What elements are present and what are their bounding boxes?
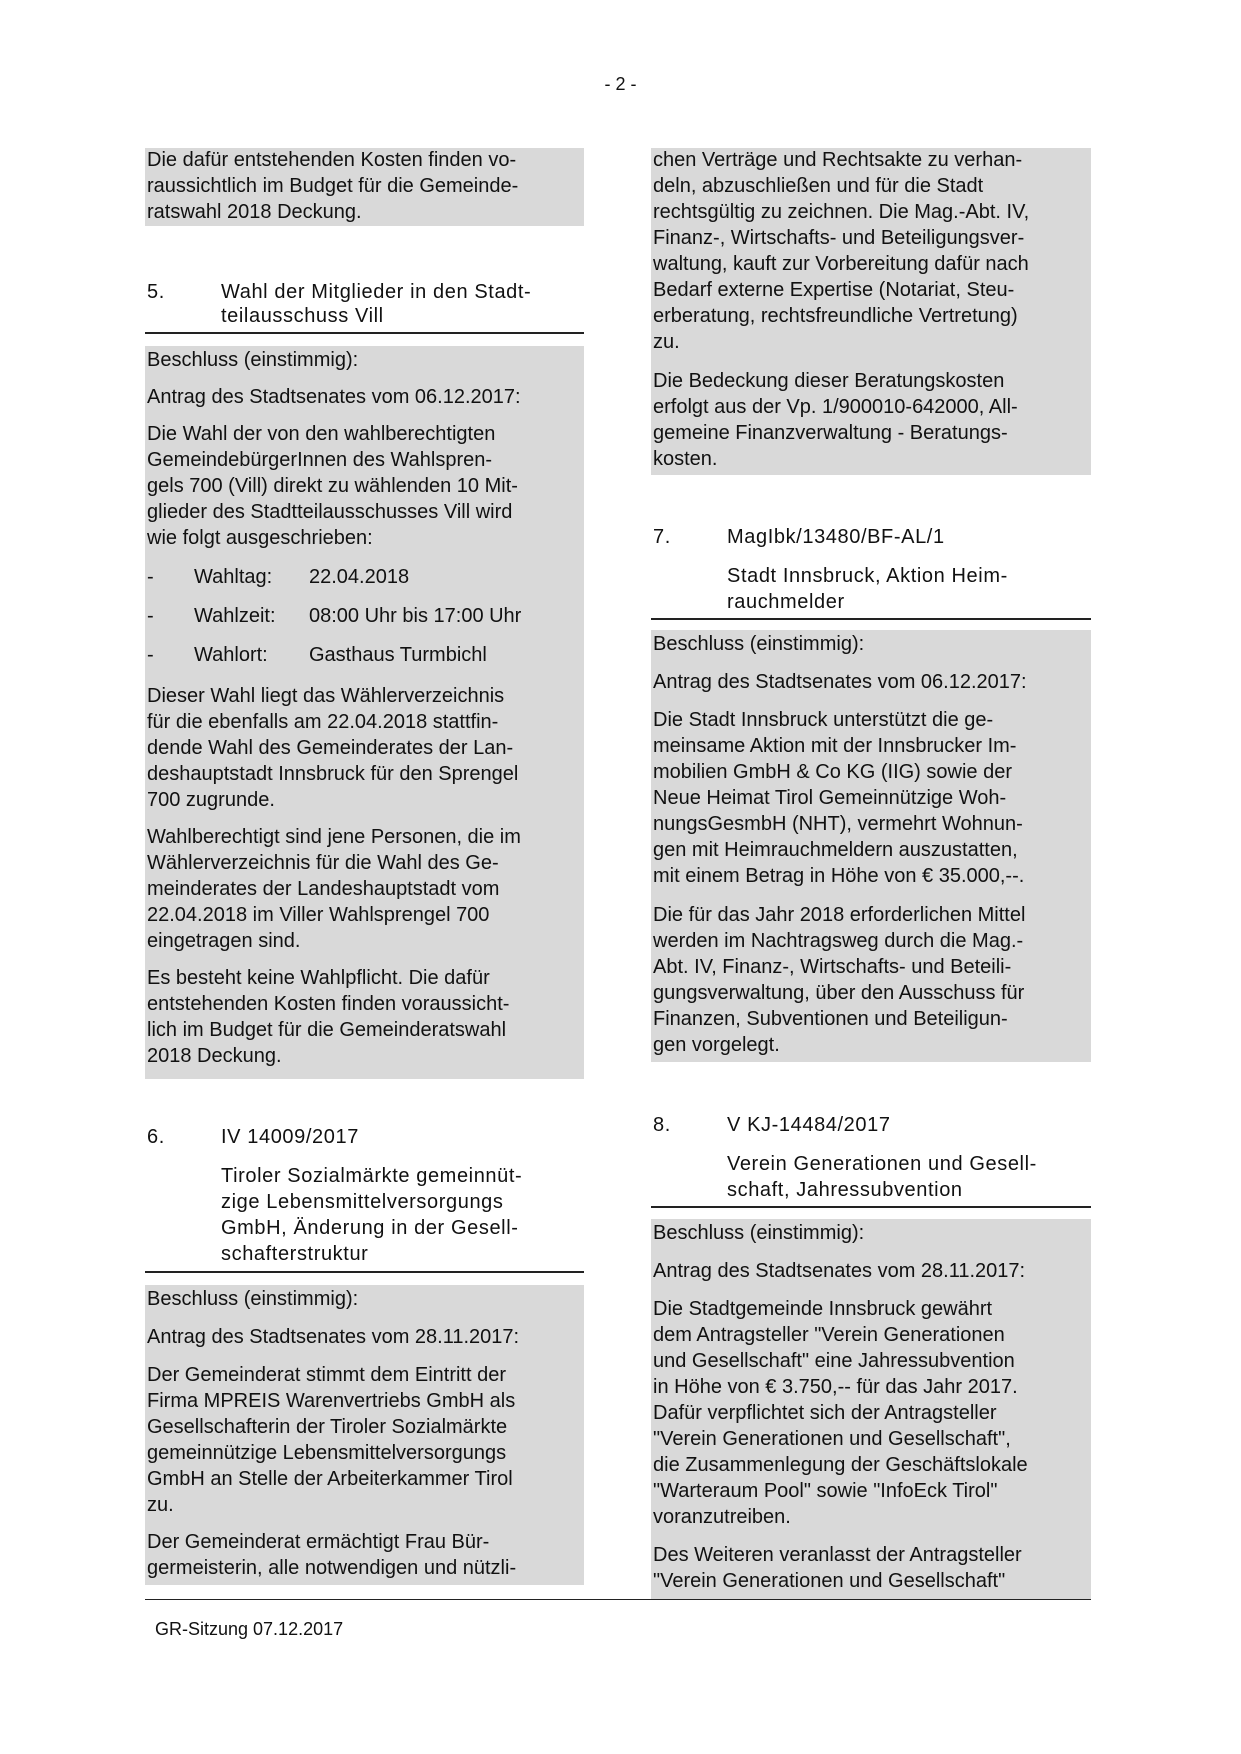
right-cont-para2-line: Die Bedeckung dieser Beratungskosten xyxy=(653,370,1005,392)
right-cont-para1-line: chen Verträge und Rechtsakte zu verhan- xyxy=(653,149,1023,171)
item7-para1-line: meinsame Aktion mit der Innsbrucker Im- xyxy=(653,735,1017,757)
item8-para1-line: und Gesellschaft" eine Jahressubvention xyxy=(653,1350,1015,1372)
item7-para2-line: Finanzen, Subventionen und Beteiligun- xyxy=(653,1008,1008,1030)
page-number: - 2 - xyxy=(604,74,637,94)
item6-title-line: IV 14009/2017 xyxy=(221,1126,359,1148)
item7-number: 7. xyxy=(653,526,671,548)
item8-title-line: Verein Generationen und Gesell- xyxy=(727,1153,1037,1175)
right-cont-para1-line: deln, abzuschließen und für die Stadt xyxy=(653,175,984,197)
item5-para2-line: 700 zugrunde. xyxy=(147,789,275,811)
item5-para3-line: Wählerverzeichnis für die Wahl des Ge- xyxy=(147,852,499,874)
item5-antrag: Antrag des Stadtsenates vom 06.12.2017: xyxy=(147,386,521,408)
item6-title-line: GmbH, Änderung in der Gesell- xyxy=(221,1217,519,1239)
item8-para1-line: Dafür verpflichtet sich der Antragsteller xyxy=(653,1402,997,1424)
item8-beschluss: Beschluss (einstimmig): xyxy=(653,1222,865,1244)
right-cont-para2-line: gemeine Finanzverwaltung - Beratungs- xyxy=(653,422,1008,444)
item7-para1-line: nungsGesmbH (NHT), vermehrt Wohnun- xyxy=(653,813,1023,835)
item7-title-line: MagIbk/13480/BF-AL/1 xyxy=(727,526,945,548)
item5-para2-line: für die ebenfalls am 22.04.2018 stattfin- xyxy=(147,711,499,733)
item6-antrag: Antrag des Stadtsenates vom 28.11.2017: xyxy=(147,1326,520,1348)
item8-para1-line: die Zusammenlegung der Geschäftslokale xyxy=(653,1454,1028,1476)
item7-divider xyxy=(651,618,1091,620)
item6-divider xyxy=(145,1271,584,1273)
item5-para1-line: GemeindebürgerInnen des Wahlspren- xyxy=(147,449,493,471)
right-cont-para1-line: waltung, kauft zur Vorbereitung dafür nach xyxy=(653,253,1029,275)
item7-title-line: rauchmelder xyxy=(727,591,845,613)
item6-para1-line: gemeinnützige Lebensmittelversorgungs xyxy=(147,1442,507,1464)
item7-para2-line: Abt. IV, Finanz-, Wirtschafts- und Beteili- xyxy=(653,956,1012,978)
item8-para1-line: Die Stadtgemeinde Innsbruck gewährt xyxy=(653,1298,993,1320)
item7-para2-line: werden im Nachtragsweg durch die Mag.- xyxy=(653,930,1024,952)
item5-para4-line: entstehenden Kosten finden voraussicht- xyxy=(147,993,510,1015)
item6-para2-line: germeisterin, alle notwendigen und nützli- xyxy=(147,1557,517,1579)
item7-para1-line: mobilien GmbH & Co KG (IIG) sowie der xyxy=(653,761,1012,783)
item8-number: 8. xyxy=(653,1114,671,1136)
right-cont-para2-line: erfolgt aus der Vp. 1/900010-642000, All- xyxy=(653,396,1018,418)
item5-para1-line: gels 700 (Vill) direkt zu wählenden 10 Mit- xyxy=(147,475,518,497)
item6-title-line: Tiroler Sozialmärkte gemeinnüt- xyxy=(221,1165,523,1187)
detail-value-wahltag: 22.04.2018 xyxy=(309,566,410,588)
right-cont-para1-line: erberatung, rechtsfreundliche Vertretung) xyxy=(653,305,1018,327)
item5-para1-line: wie folgt ausgeschrieben: xyxy=(147,527,373,549)
item5-para4-line: Es besteht keine Wahlpflicht. Die dafür xyxy=(147,967,490,989)
detail-label-wahltag: Wahltag: xyxy=(194,566,273,588)
item7-para2-line: Die für das Jahr 2018 erforderlichen Mittel xyxy=(653,904,1026,926)
item5-para3-line: eingetragen sind. xyxy=(147,930,301,952)
item7-para1-line: Die Stadt Innsbruck unterstützt die ge- xyxy=(653,709,994,731)
item8-para2-line: "Verein Generationen und Gesellschaft" xyxy=(653,1570,1006,1592)
item5-title-line: Wahl der Mitglieder in den Stadt- xyxy=(221,281,532,303)
detail-dash: - xyxy=(147,644,154,666)
item7-para1-line: gen mit Heimrauchmeldern auszustatten, xyxy=(653,839,1018,861)
item7-para1-line: Neue Heimat Tirol Gemeinnützige Woh- xyxy=(653,787,1007,809)
item8-divider xyxy=(651,1206,1091,1208)
item5-para1-line: Die Wahl der von den wahlberechtigten xyxy=(147,423,496,445)
left-intro-line: raussichtlich im Budget für die Gemeinde- xyxy=(147,175,519,197)
item5-para3-line: 22.04.2018 im Viller Wahlsprengel 700 xyxy=(147,904,490,926)
item8-para2-line: Des Weiteren veranlasst der Antragsteller xyxy=(653,1544,1022,1566)
footer-text: GR-Sitzung 07.12.2017 xyxy=(155,1619,344,1639)
item8-para1-line: dem Antragsteller "Verein Generationen xyxy=(653,1324,1005,1346)
item5-number: 5. xyxy=(147,281,165,303)
item5-beschluss: Beschluss (einstimmig): xyxy=(147,349,359,371)
item7-para1-line: mit einem Betrag in Höhe von € 35.000,--. xyxy=(653,865,1025,887)
item7-para2-line: gen vorgelegt. xyxy=(653,1034,780,1056)
item8-para1-line: voranzutreiben. xyxy=(653,1506,791,1528)
item6-para2-line: Der Gemeinderat ermächtigt Frau Bür- xyxy=(147,1531,490,1553)
detail-value-wahlort: Gasthaus Turmbichl xyxy=(309,644,487,666)
item7-para2-line: gungsverwaltung, über den Ausschuss für xyxy=(653,982,1025,1004)
item6-para1-line: Firma MPREIS Warenvertriebs GmbH als xyxy=(147,1390,516,1412)
right-cont-para1-line: zu. xyxy=(653,331,680,353)
item6-para1-line: Gesellschafterin der Tiroler Sozialmärkte xyxy=(147,1416,508,1438)
item6-para1-line: GmbH an Stelle der Arbeiterkammer Tirol xyxy=(147,1468,513,1490)
item8-para1-line: "Warteraum Pool" sowie "InfoEck Tirol" xyxy=(653,1480,998,1502)
right-cont-para1-line: Bedarf externe Expertise (Notariat, Steu- xyxy=(653,279,1015,301)
detail-value-wahlzeit: 08:00 Uhr bis 17:00 Uhr xyxy=(309,605,522,627)
item8-para1-line: in Höhe von € 3.750,-- für das Jahr 2017. xyxy=(653,1376,1018,1398)
item8-para1-line: "Verein Generationen und Gesellschaft", xyxy=(653,1428,1011,1450)
item5-para3-line: meinderates der Landeshauptstadt vom xyxy=(147,878,500,900)
item6-title-line: schafterstruktur xyxy=(221,1243,369,1265)
item5-para4-line: lich im Budget für die Gemeinderatswahl xyxy=(147,1019,507,1041)
item5-para4-line: 2018 Deckung. xyxy=(147,1045,282,1067)
item6-para1-line: Der Gemeinderat stimmt dem Eintritt der xyxy=(147,1364,506,1386)
item6-beschluss: Beschluss (einstimmig): xyxy=(147,1288,359,1310)
item8-title-line: schaft, Jahressubvention xyxy=(727,1179,963,1201)
detail-label-wahlzeit: Wahlzeit: xyxy=(194,605,276,627)
item5-para3-line: Wahlberechtigt sind jene Personen, die im xyxy=(147,826,521,848)
left-intro-line: Die dafür entstehenden Kosten finden vo- xyxy=(147,149,517,171)
detail-dash: - xyxy=(147,566,154,588)
right-cont-para2-line: kosten. xyxy=(653,448,718,470)
item5-title-line: teilausschuss Vill xyxy=(221,305,384,327)
right-cont-para1-line: rechtsgültig zu zeichnen. Die Mag.-Abt. IV, xyxy=(653,201,1030,223)
item8-title-line: V KJ-14484/2017 xyxy=(727,1114,891,1136)
item5-para2-line: deshauptstadt Innsbruck für den Sprengel xyxy=(147,763,519,785)
item5-divider xyxy=(145,332,584,334)
item7-antrag: Antrag des Stadtsenates vom 06.12.2017: xyxy=(653,671,1027,693)
footer-rule xyxy=(145,1599,1091,1600)
item6-number: 6. xyxy=(147,1126,165,1148)
detail-dash: - xyxy=(147,605,154,627)
item5-para2-line: Dieser Wahl liegt das Wählerverzeichnis xyxy=(147,685,505,707)
item5-para2-line: dende Wahl des Gemeinderates der Lan- xyxy=(147,737,514,759)
item7-title-line: Stadt Innsbruck, Aktion Heim- xyxy=(727,565,1008,587)
left-intro-line: ratswahl 2018 Deckung. xyxy=(147,201,362,223)
item8-antrag: Antrag des Stadtsenates vom 28.11.2017: xyxy=(653,1260,1026,1282)
item5-para1-line: glieder des Stadtteilausschusses Vill wird xyxy=(147,501,513,523)
item6-para1-line: zu. xyxy=(147,1494,174,1516)
detail-label-wahlort: Wahlort: xyxy=(194,644,268,666)
item6-title-line: zige Lebensmittelversorgungs xyxy=(221,1191,504,1213)
item7-beschluss: Beschluss (einstimmig): xyxy=(653,633,865,655)
right-cont-para1-line: Finanz-, Wirtschafts- und Beteiligungsver- xyxy=(653,227,1025,249)
